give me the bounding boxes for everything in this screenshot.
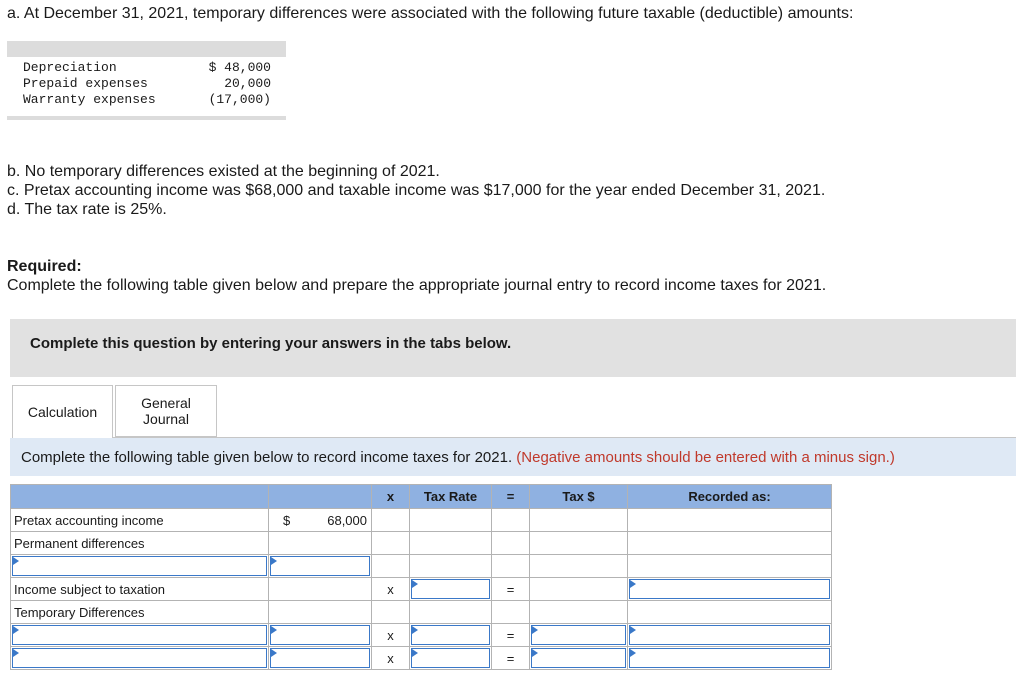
- permanent-label: Permanent differences: [11, 532, 269, 555]
- amount-value: 20,000: [224, 76, 271, 91]
- tax-amount-input[interactable]: [531, 625, 626, 645]
- header-times: x: [372, 485, 410, 509]
- header-cell: [11, 485, 269, 509]
- table-row: [11, 509, 832, 532]
- temporary-difference-amount-input[interactable]: [270, 648, 370, 668]
- tab-general-journal-label: General Journal: [141, 395, 191, 427]
- tax-rate-input[interactable]: [411, 625, 490, 645]
- tab-calculation-label: Calculation: [27, 404, 98, 420]
- times-sign: x: [372, 624, 410, 647]
- pretax-value-cell: [269, 509, 372, 532]
- temporary-difference-amount-input[interactable]: [270, 625, 370, 645]
- table-row: [11, 555, 832, 578]
- header-cell: [269, 485, 372, 509]
- question-banner: [10, 319, 1016, 377]
- permanent-difference-amount-input[interactable]: [270, 556, 370, 576]
- dollar-sign: $: [283, 513, 291, 528]
- required-heading: Required:: [7, 258, 82, 275]
- table-header-row: [11, 485, 832, 509]
- amount-value: (17,000): [208, 92, 271, 107]
- temporary-difference-name-input[interactable]: [12, 625, 267, 645]
- table-row: [11, 601, 832, 624]
- amount-label: Prepaid expenses: [23, 76, 148, 91]
- header-tax-amount: Tax $: [530, 485, 628, 509]
- amount-value: $ 48,000: [208, 60, 271, 75]
- amount-label: Warranty expenses: [23, 92, 156, 107]
- pretax-value: 68,000: [327, 513, 367, 528]
- item-c: c. Pretax accounting income was $68,000 and taxable income was $17,000 for the year ended December 31, 2021.: [7, 182, 826, 199]
- tax-rate-input[interactable]: [411, 648, 490, 668]
- header-equals: =: [492, 485, 530, 509]
- tax-rate-input[interactable]: [411, 579, 490, 599]
- instruction-main: Complete the following table given below to record income taxes for 2021.: [21, 449, 513, 466]
- item-b: b. No temporary differences existed at the beginning of 2021.: [7, 163, 440, 180]
- tax-table: [10, 484, 832, 670]
- tab-general-journal[interactable]: [115, 385, 217, 437]
- times-sign: x: [372, 647, 410, 670]
- table-row: [11, 647, 832, 670]
- header-recorded-as: Recorded as:: [628, 485, 832, 509]
- recorded-as-select[interactable]: [629, 579, 830, 599]
- equals-sign: =: [492, 578, 530, 601]
- permanent-difference-name-input[interactable]: [12, 556, 267, 576]
- amount-label: Depreciation: [23, 60, 117, 75]
- item-d: d. The tax rate is 25%.: [7, 201, 167, 218]
- intro-text: a. At December 31, 2021, temporary differences were associated with the following future taxable (deductible) amounts:: [7, 5, 854, 22]
- recorded-as-select[interactable]: [629, 625, 830, 645]
- tax-amount-input[interactable]: [531, 648, 626, 668]
- pretax-label: Pretax accounting income: [11, 509, 269, 532]
- required-text: Complete the following table given below and prepare the appropriate journal entry to record income taxes for 2021.: [7, 277, 827, 294]
- instruction-note: (Negative amounts should be entered with a minus sign.): [516, 449, 895, 466]
- instruction-text: [21, 449, 895, 466]
- table-row: [11, 532, 832, 555]
- equals-sign: =: [492, 624, 530, 647]
- header-tax-rate: Tax Rate: [410, 485, 492, 509]
- income-subject-label: Income subject to taxation: [11, 578, 269, 601]
- temporary-label: Temporary Differences: [11, 601, 269, 624]
- table-row: [11, 624, 832, 647]
- table-row: [11, 578, 832, 601]
- recorded-as-select[interactable]: [629, 648, 830, 668]
- tab-calculation[interactable]: [12, 385, 113, 438]
- times-sign: x: [372, 578, 410, 601]
- banner-text: Complete this question by entering your answers in the tabs below.: [30, 335, 512, 352]
- temporary-difference-name-input[interactable]: [12, 648, 267, 668]
- equals-sign: =: [492, 647, 530, 670]
- temporary-differences-box: [7, 41, 286, 120]
